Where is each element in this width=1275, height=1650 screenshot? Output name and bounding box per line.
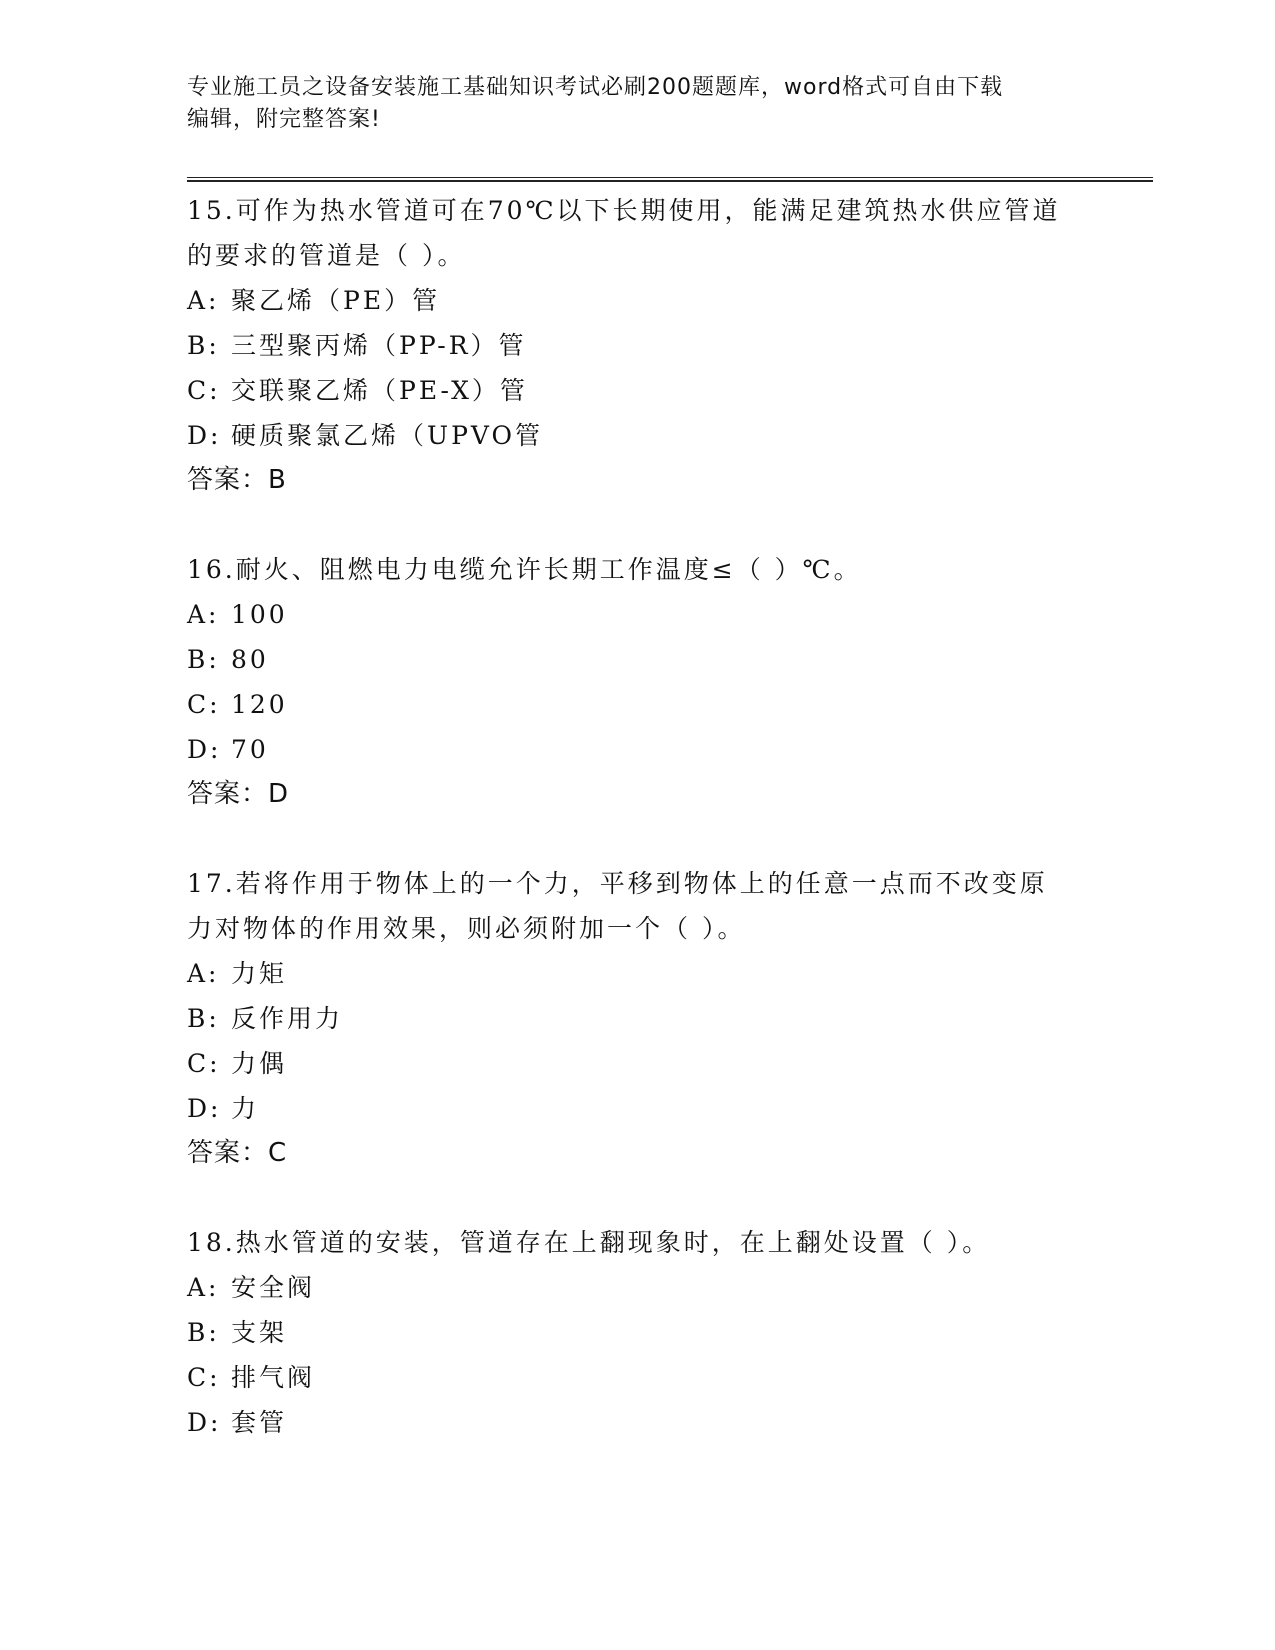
option-b bbox=[187, 323, 1087, 368]
header-divider bbox=[187, 177, 1153, 182]
option-letter: B: bbox=[187, 1318, 220, 1347]
option-letter: B: bbox=[187, 1004, 220, 1033]
option-text: 硬质聚氯乙烯（UPVO管 bbox=[231, 421, 544, 450]
header-title-line2: 编辑，附完整答案! bbox=[187, 107, 381, 132]
option-letter: D: bbox=[187, 1094, 222, 1123]
option-b bbox=[187, 1310, 1087, 1355]
question-17 bbox=[187, 861, 1087, 1176]
option-c bbox=[187, 1041, 1087, 1086]
option-c bbox=[187, 368, 1087, 413]
option-letter: C: bbox=[187, 376, 221, 405]
option-b bbox=[187, 637, 1087, 682]
option-c bbox=[187, 682, 1087, 727]
option-letter: C: bbox=[187, 690, 221, 719]
option-text: 聚乙烯（PE）管 bbox=[231, 286, 441, 315]
document-header bbox=[187, 72, 1067, 136]
question-list bbox=[187, 188, 1087, 1489]
option-letter: B: bbox=[187, 645, 220, 674]
option-letter: A: bbox=[187, 1273, 220, 1302]
question-16 bbox=[187, 547, 1087, 817]
option-text: 安全阀 bbox=[231, 1273, 316, 1302]
option-letter: A: bbox=[187, 600, 220, 629]
option-text: 100 bbox=[231, 600, 288, 629]
option-letter: C: bbox=[187, 1363, 221, 1392]
option-text: 反作用力 bbox=[231, 1004, 344, 1033]
option-text: 力 bbox=[231, 1094, 260, 1123]
option-letter: A: bbox=[187, 959, 220, 988]
option-letter: D: bbox=[187, 735, 222, 764]
option-letter: D: bbox=[187, 1408, 222, 1437]
question-stem-line1: 16.耐火、阻燃电力电缆允许长期工作温度≤（ ）℃。 bbox=[187, 555, 862, 584]
option-text: 套管 bbox=[231, 1408, 288, 1437]
option-text: 三型聚丙烯（PP-R）管 bbox=[231, 331, 527, 360]
question-stem-line1: 18.热水管道的安装，管道存在上翻现象时，在上翻处设置（ ）。 bbox=[187, 1228, 991, 1257]
option-text: 120 bbox=[231, 690, 288, 719]
option-a bbox=[187, 951, 1087, 996]
option-text: 力偶 bbox=[231, 1049, 288, 1078]
option-letter: D: bbox=[187, 421, 222, 450]
option-letter: B: bbox=[187, 331, 220, 360]
option-text: 力矩 bbox=[231, 959, 288, 988]
question-stem-line2: 力对物体的作用效果，则必须附加一个（ ）。 bbox=[187, 914, 746, 943]
option-d bbox=[187, 727, 1087, 772]
option-a bbox=[187, 278, 1087, 323]
option-text: 排气阀 bbox=[231, 1363, 316, 1392]
option-d bbox=[187, 413, 1087, 458]
question-stem-line1: 15.可作为热水管道可在70℃以下长期使用，能满足建筑热水供应管道 bbox=[187, 196, 1061, 225]
option-b bbox=[187, 996, 1087, 1041]
option-d bbox=[187, 1086, 1087, 1131]
option-text: 交联聚乙烯（PE-X）管 bbox=[231, 376, 528, 405]
answer: 答案：C bbox=[187, 1138, 288, 1168]
option-c bbox=[187, 1355, 1087, 1400]
question-stem-line1: 17.若将作用于物体上的一个力，平移到物体上的任意一点而不改变原 bbox=[187, 869, 1048, 898]
answer: 答案：D bbox=[187, 779, 290, 809]
option-d bbox=[187, 1400, 1087, 1445]
header-title-line1: 专业施工员之设备安装施工基础知识考试必刷200题题库，word格式可自由下载 bbox=[187, 75, 1004, 100]
option-letter: C: bbox=[187, 1049, 221, 1078]
question-stem-line2: 的要求的管道是（ ）。 bbox=[187, 241, 466, 270]
question-15 bbox=[187, 188, 1087, 503]
option-a bbox=[187, 592, 1087, 637]
option-text: 80 bbox=[231, 645, 269, 674]
option-text: 支架 bbox=[231, 1318, 288, 1347]
answer: 答案：B bbox=[187, 465, 287, 495]
option-a bbox=[187, 1265, 1087, 1310]
option-text: 70 bbox=[231, 735, 269, 764]
question-18 bbox=[187, 1220, 1087, 1445]
option-letter: A: bbox=[187, 286, 220, 315]
